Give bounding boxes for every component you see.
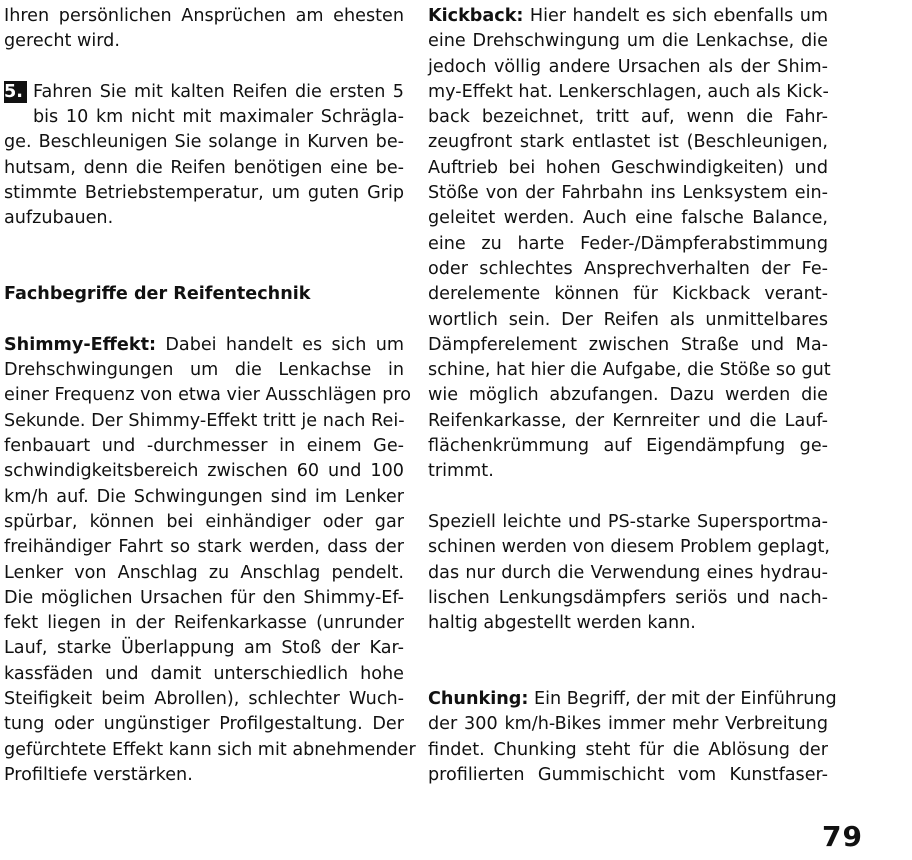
shimmy-line: Lauf, starke Überlappung am Stoß der Kar- [4, 638, 404, 659]
shimmy-line: fenbauart und -durchmesser in einem Ge- [4, 436, 404, 457]
shimmy-line: Lenker von Anschlag zu Anschlag pendelt. [4, 562, 404, 583]
shimmy-line: spürbar, können bei einhändiger oder gar [4, 511, 404, 532]
kickback-line: zeugfront stark entlastet ist (Beschleunigen, [428, 132, 828, 153]
shimmy-line: tung oder ungünstiger Profilgestaltung. Der [4, 714, 404, 735]
shimmy-line: gefürchtete Effekt kann sich mit abnehmender [4, 739, 416, 760]
chunking-line: der 300 km/h-Bikes immer mehr Verbreitung [428, 714, 828, 735]
kickback-line: derelemente können für Kickback verant- [428, 284, 828, 305]
supersport-line: Speziell leichte und PS-starke Supersportma- [428, 511, 828, 532]
kickback-line: jedoch völlig andere Ursachen als der Shim- [428, 56, 828, 77]
kickback-line: my-Effekt hat. Lenkerschlagen, auch als Kick- [428, 81, 829, 102]
chunking-line-1 [428, 687, 837, 712]
shimmy-line: freihändiger Fahrt so stark werden, dass der [4, 537, 404, 558]
shimmy-line: einer Frequenz von etwa vier Ausschlägen pro [4, 385, 412, 406]
item5-line-5: stimmte Betriebstemperatur, um guten Grip [4, 183, 404, 204]
kickback-line: wie möglich abzufangen. Dazu werden die [428, 385, 828, 406]
supersport-line: das nur durch die Verwendung eines hydrau- [428, 562, 828, 583]
item5-line-1-text: Fahren Sie mit kalten Reifen die ersten 5 [33, 81, 404, 102]
kickback-line: Stöße von der Fahrbahn ins Lenksystem ein- [428, 183, 828, 204]
chunking-line: findet. Chunking steht für die Ablösung der [428, 739, 828, 760]
shimmy-line: fekt liegen in der Reifenkarkasse (unrunder [4, 613, 404, 634]
shimmy-line: Drehschwingungen um die Lenkachse in [4, 360, 404, 381]
kickback-line: eine Drehschwingung um die Lenkachse, die [428, 31, 828, 52]
item5-line-3: ge. Beschleunigen Sie solange in Kurven be- [4, 132, 404, 153]
shimmy-line: Profiltiefe verstärken. [4, 764, 193, 785]
kickback-first-rest: Hier handelt es sich ebenfalls um [523, 6, 828, 26]
kickback-line: trimmt. [428, 461, 494, 482]
shimmy-first-rest: Dabei handelt es sich um [156, 334, 404, 355]
kickback-line: Auftrieb bei hohen Geschwindigkeiten) und [428, 157, 828, 178]
kickback-line: Reifenkarkasse, der Kernreiter und die Lauf- [428, 410, 828, 431]
chunking-first-rest: Ein Begriff, der mit der Einführung [528, 689, 837, 710]
item5-line-4: hutsam, denn die Reifen benötigen eine be- [4, 157, 404, 178]
item5-line-6: aufzubauen. [4, 208, 114, 229]
intro-line-1: Ihren persönlichen Ansprüchen am ehesten [4, 6, 404, 26]
left-column [4, 4, 416, 788]
chunking-line: profilierten Gummischicht vom Kunstfaser- [428, 764, 828, 785]
section-heading: Fachbegriffe der Reifentechnik [4, 284, 311, 305]
kickback-line: geleitet werden. Auch eine falsche Balance, [428, 208, 828, 229]
item5-line-2: bis 10 km nicht mit maximaler Schrägla- [33, 107, 404, 128]
kickback-line: eine zu harte Feder-/Dämpferabstimmung [428, 233, 828, 254]
right-column [428, 4, 837, 788]
shimmy-term: Shimmy-Effekt: [4, 334, 157, 355]
shimmy-line: Sekunde. Der Shimmy-Effekt tritt je nach Rei- [4, 410, 405, 431]
supersport-line: lischen Lenkungsdämpfers seriös und nach- [428, 587, 828, 608]
shimmy-line: kassfäden und damit unterschiedlich hohe [4, 663, 404, 684]
supersport-line: schinen werden von diesem Problem geplagt, [428, 537, 831, 558]
supersport-line: haltig abgestellt werden kann. [428, 613, 696, 634]
kickback-line: flächenkrümmung auf Eigendämpfung ge- [428, 436, 828, 457]
shimmy-line: schwindigkeitsbereich zwischen 60 und 100 [4, 461, 404, 482]
shimmy-line: Steifigkeit beim Abrollen), schlechter Wuch- [4, 689, 404, 710]
kickback-line: Dämpferelement zwischen Straße und Ma- [428, 334, 828, 355]
intro-line-2: gerecht wird. [4, 31, 120, 52]
kickback-line: schine, hat hier die Aufgabe, die Stöße so gut [428, 360, 831, 381]
kickback-term: Kickback: [428, 6, 524, 26]
shimmy-line: km/h auf. Die Schwingungen sind im Lenker [4, 486, 404, 507]
chunking-term: Chunking: [428, 689, 529, 710]
kickback-line-1 [428, 4, 828, 29]
shimmy-line-1 [4, 333, 404, 358]
kickback-line: oder schlechtes Ansprechverhalten der Fe- [428, 258, 828, 279]
item5-line-1 [4, 80, 404, 105]
shimmy-line: Die möglichen Ursachen für den Shimmy-Ef- [4, 587, 404, 608]
page-number: 79 [822, 820, 863, 853]
kickback-line: wortlich sein. Der Reifen als unmittelbares [428, 309, 828, 330]
kickback-line: back bezeichnet, tritt auf, wenn die Fahr- [428, 107, 828, 128]
item-number-badge: 5. [4, 81, 27, 103]
